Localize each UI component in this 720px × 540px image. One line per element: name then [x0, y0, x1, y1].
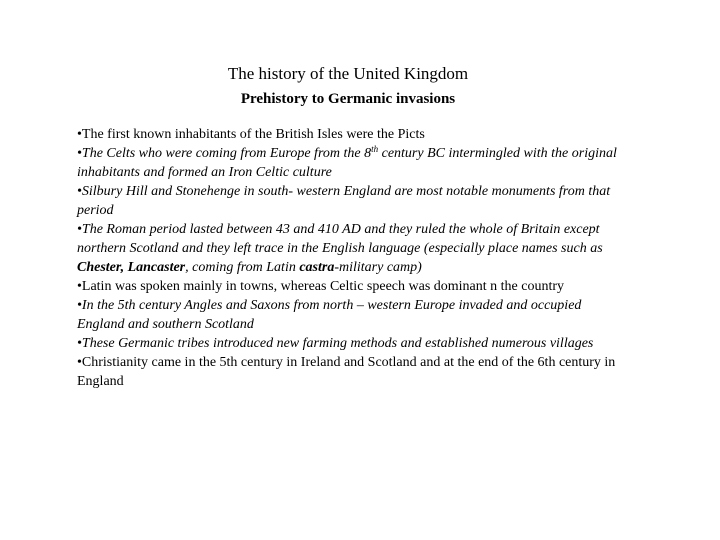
- bullet-marker: •: [77, 279, 82, 294]
- bullet-marker: •: [77, 184, 82, 199]
- bullet-list: [77, 125, 617, 391]
- bullet-marker: •: [77, 222, 82, 237]
- slide-subtitle: Prehistory to Germanic invasions: [240, 91, 456, 107]
- bullet-text: The Celts who were coming from Europe from the 8: [81, 146, 372, 161]
- bullet-marker: •: [77, 127, 82, 142]
- bullet-item-picts: [77, 125, 617, 144]
- bullet-item-latin: [77, 277, 617, 296]
- bullet-text: In the 5th century Angles and Saxons from north – western Europe invaded and occupied England and southern Scotland: [77, 298, 582, 332]
- bullet-text: The first known inhabitants of the British Isles were the Picts: [81, 127, 425, 142]
- bullet-text: Latin was spoken mainly in towns, whereas Celtic speech was dominant n the country: [81, 279, 565, 294]
- bullet-item-christianity: [77, 353, 617, 391]
- bullet-text-cont: century BC intermingled with the original inhabitants and formed an Iron Celtic culture: [77, 146, 617, 180]
- bullet-item-celts: [77, 144, 617, 182]
- bullet-marker: •: [77, 336, 82, 351]
- place-names: Chester, Lancaster: [77, 260, 186, 275]
- bullet-text-end: -military camp): [334, 260, 422, 275]
- slide-title: The history of the United Kingdom: [227, 64, 469, 83]
- bullet-text: Christianity came in the 5th century in Ireland and Scotland and at the end of the 6th century in England: [77, 355, 616, 389]
- bullet-item-germanic-tribes: [77, 334, 617, 353]
- bullet-text: These Germanic tribes introduced new farming methods and established numerous villages: [81, 336, 594, 351]
- bullet-item-roman-period: [77, 220, 617, 277]
- bullet-marker: •: [77, 355, 82, 370]
- bullet-text: Silbury Hill and Stonehenge in south- western England are most notable monuments from that period: [77, 184, 611, 218]
- bullet-item-monuments: [77, 182, 617, 220]
- bullet-text-cont: , coming from Latin: [185, 260, 300, 275]
- ordinal-suffix: th: [371, 144, 379, 154]
- bullet-text: The Roman period lasted between 43 and 410 AD and they ruled the whole of Britain except northern Scotland and they left trace in the English language (especially place names such as: [77, 222, 603, 256]
- bullet-item-angles-saxons: [77, 296, 617, 334]
- latin-word: castra: [299, 260, 335, 275]
- bullet-marker: •: [77, 298, 82, 313]
- bullet-marker: •: [77, 146, 82, 161]
